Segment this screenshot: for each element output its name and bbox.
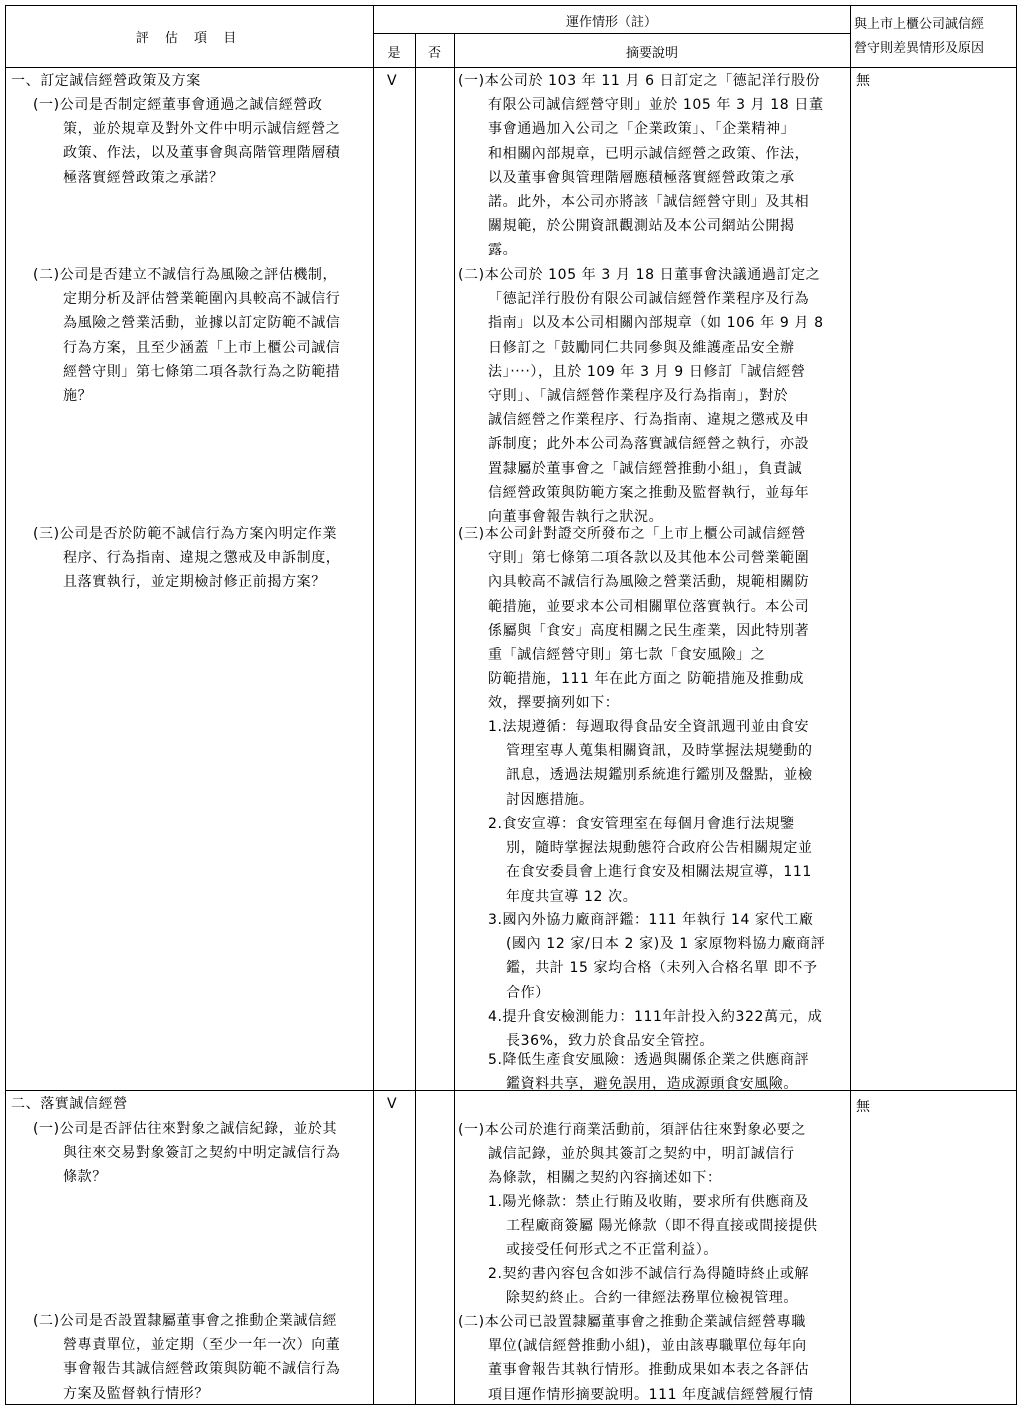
item-line: 鑑，共計 15 家均合格（未列入合格名單 即不予 xyxy=(506,960,818,977)
a-line: 內具較高不誠信行為風險之營業活動，規範相關防 xyxy=(488,574,810,591)
q-line: 政策、作法，以及董事會與高階管理階層積 xyxy=(63,145,341,162)
header-summary: 摘要說明 xyxy=(625,46,678,61)
a-line: (二)本公司於 105 年 3 月 18 日董事會決議通過訂定之 xyxy=(458,267,821,283)
header-no: 否 xyxy=(427,46,441,61)
section2-yes-mark: V xyxy=(387,1096,398,1112)
item-line: 1.陽光條款：禁止行賄及收賄，要求所有供應商及 xyxy=(488,1194,810,1210)
q-line: 經營守則」第七條第二項各款行為之防範措 xyxy=(63,363,341,380)
item-line: (國內 12 家/日本 2 家)及 1 家原物料協力廠商評 xyxy=(506,936,826,953)
a-line: (三)本公司針對證交所發布之「上市上櫃公司誠信經營 xyxy=(458,526,806,542)
header-diff xyxy=(854,13,984,61)
section1-answer-1 xyxy=(458,69,824,263)
a-line: 事會通過加入公司之「企業政策」、「企業精神」 xyxy=(488,121,796,138)
item-line: 工程廠商簽屬 陽光條款（即不得直接或間接提供 xyxy=(506,1218,818,1235)
a-line: 「德記洋行股份有限公司誠信經營作業程序及行為 xyxy=(488,291,810,308)
col-divider-3 xyxy=(454,33,455,1405)
col-divider-2 xyxy=(415,33,416,1405)
a-line: 訴制度；此外本公司為落實誠信經營之執行，亦設 xyxy=(488,436,810,453)
q-line: 施？ xyxy=(63,387,93,404)
q-line: 且落實執行，並定期檢討修正前揭方案？ xyxy=(63,574,326,591)
a-line: 向董事會報告執行之狀況。 xyxy=(488,508,664,525)
a-line: 守則」第七條第二項各款以及其他本公司營業範圍 xyxy=(488,550,810,567)
item-line: 除契約終止。合約一律經法務單位檢視管理。 xyxy=(506,1290,798,1307)
section1-answer-2 xyxy=(458,263,824,529)
section1-answer-3 xyxy=(458,522,809,716)
q-line: 行為方案，且至少涵蓋「上市上櫃公司誠信 xyxy=(63,339,341,356)
item-line: 年度共宣導 12 次。 xyxy=(506,888,638,905)
a-line: (一)本公司於進行商業活動前，須評估往來對象必要之 xyxy=(458,1122,806,1138)
item-line: 鑑資料共享，避免誤用，造成源頭食安風險。 xyxy=(506,1076,798,1093)
a-line: 單位(誠信經營推動小組)，並由該專職單位每年向 xyxy=(488,1338,807,1355)
header-operation: 運作情形（註） xyxy=(565,15,657,30)
a-line: 諾。此外，本公司亦將該「誠信經營守則」及其相 xyxy=(488,193,810,210)
item-line: 2.契約書內容包含如涉不誠信行為得隨時終止或解 xyxy=(488,1266,810,1282)
q-line: 為風險之營業活動，並據以訂定防範不誠信 xyxy=(63,315,341,332)
a-line: 效，擇要摘列如下： xyxy=(488,695,620,712)
a-line: 為條款，相關之契約內容摘述如下： xyxy=(488,1170,722,1187)
header-eval: 評 估 項 目 xyxy=(135,31,243,46)
a-line: 有限公司誠信經營守則」並於 105 年 3 月 18 日董 xyxy=(488,97,824,114)
item-line: 或接受任何形式之不正當利益）。 xyxy=(506,1242,718,1259)
section2-question-1 xyxy=(33,1117,340,1190)
section2-diff: 無 xyxy=(856,1099,871,1115)
q-line: 程序、行為指南、違規之懲戒及申訴制度， xyxy=(63,550,341,567)
item-line: 5.降低生產食安風險：透過與關係企業之供應商評 xyxy=(488,1052,810,1068)
a-line: 範措施，並要求本公司相關單位落實執行。本公司 xyxy=(488,598,810,615)
item-line: 長36%，致力於食品安全管控。 xyxy=(506,1033,715,1050)
a-line: (二)本公司已設置隸屬董事會之推動企業誠信經營專職 xyxy=(458,1314,806,1330)
q-line: 與往來交易對象簽訂之契約中明定誠信行為 xyxy=(63,1145,341,1162)
q-line: (一)公司是否評估往來對象之誠信紀錄，並於其 xyxy=(33,1121,338,1137)
header-diff-line-1: 與上市上櫃公司誠信經 xyxy=(854,17,985,32)
section1-question-2 xyxy=(33,263,340,408)
col-divider-4 xyxy=(850,5,851,1405)
item-line: 別，隨時掌握法規動態符合政府公告相關規定並 xyxy=(506,840,813,857)
a-line: 防範措施，111 年在此方面之 防範措施及推動成 xyxy=(488,671,805,688)
section2-item-1 xyxy=(488,1190,818,1263)
a-line: (一)本公司於 103 年 11 月 6 日訂定之「德記洋行股份 xyxy=(458,73,821,89)
a-line: 信經營政策與防範方案之推動及監督執行，並每年 xyxy=(488,484,810,501)
a-line: 指南」以及本公司相關內部規章（如 106 年 9 月 8 xyxy=(488,315,824,332)
header-divider xyxy=(373,33,850,34)
col-divider-1 xyxy=(373,5,374,1405)
a-line: 項目運作情形摘要說明。111 年度誠信經營履行情 xyxy=(488,1386,814,1403)
section1-question-1 xyxy=(33,93,340,190)
item-line: 管理室專人蒐集相關資訊，及時掌握法規變動的 xyxy=(506,743,813,760)
section2-item-2 xyxy=(488,1262,809,1310)
item-line: 在食安委員會上進行食安及相關法規宣導，111 xyxy=(506,864,812,881)
a-line: 法」‧‧‧‧），且於 109 年 3 月 9 日修訂「誠信經營 xyxy=(488,363,806,380)
item-line: 討因應措施。 xyxy=(506,791,594,808)
a-line: 以及董事會與管理階層應積極落實經營政策之承 xyxy=(488,169,795,186)
q-line: 方案及監督執行情形？ xyxy=(63,1385,209,1402)
item-line: 1.法規遵循：每週取得食品安全資訊週刊並由食安 xyxy=(488,719,810,735)
section1-diff: 無 xyxy=(856,73,871,89)
section2-title: 二、落實誠信經營 xyxy=(11,1096,128,1112)
section2-question-2 xyxy=(33,1309,340,1406)
q-line: 事會報告其誠信經營政策與防範不誠信行為 xyxy=(63,1361,341,1378)
a-line: 董事會報告其執行情形。推動成果如本表之各評估 xyxy=(488,1362,810,1379)
item-line: 2.食安宣導：食安管理室在每個月會進行法規鑒 xyxy=(488,816,795,832)
a-line: 置隸屬於董事會之「誠信經營推動小組」，負責誠 xyxy=(488,460,803,477)
a-line: 誠信經營之作業程序、行為指南、違規之懲戒及申 xyxy=(488,412,810,429)
table-border-right xyxy=(1016,5,1017,1405)
table-border-left xyxy=(5,5,6,1405)
section1-question-3 xyxy=(33,522,340,595)
a-line: 和相關內部規章，已明示誠信經營之政策、作法， xyxy=(488,145,810,162)
header-bottom-line xyxy=(5,67,1017,68)
q-line: 營專責單位，並定期（至少一年一次）向董 xyxy=(63,1337,341,1354)
a-line: 守則」、「誠信經營作業程序及行為指南」，對於 xyxy=(488,387,789,404)
header-yes: 是 xyxy=(387,46,401,61)
table-border-top xyxy=(5,5,1017,6)
item-line: 訊息，透過法規鑑別系統進行鑑別及盤點，並檢 xyxy=(506,767,813,784)
item-line: 3.國內外協力廠商評鑑：111 年執行 14 家代工廠 xyxy=(488,912,814,928)
item-line: 合作） xyxy=(506,984,550,1001)
item-line: 4.提升食安檢測能力：111年計投入約322萬元，成 xyxy=(488,1009,823,1025)
a-line: 關規範，於公開資訊觀測站及本公司網站公開揭 xyxy=(488,218,795,235)
section2-answer-1 xyxy=(458,1118,806,1191)
section1-item-4 xyxy=(488,1005,822,1053)
section1-item-2 xyxy=(488,812,813,909)
section1-title: 一、訂定誠信經營政策及方案 xyxy=(11,73,201,89)
section1-item-1 xyxy=(488,715,813,812)
q-line: 策，並於規章及對外文件中明示誠信經營之 xyxy=(63,121,341,138)
q-line: 條款？ xyxy=(63,1169,107,1186)
section1-item-5 xyxy=(488,1048,809,1096)
a-line: 重「誠信經營守則」第七款「食安風險」之 xyxy=(488,646,766,663)
a-line: 日修訂之「鼓勵同仁共同參與及維護產品安全辦 xyxy=(488,339,795,356)
section1-item-3 xyxy=(488,908,825,1005)
q-line: (三)公司是否於防範不誠信行為方案內明定作業 xyxy=(33,526,338,542)
q-line: (一)公司是否制定經董事會通過之誠信經營政 xyxy=(33,97,323,113)
section2-answer-2 xyxy=(458,1310,814,1407)
section1-yes-mark: V xyxy=(387,73,398,89)
q-line: (二)公司是否建立不誠信行為風險之評估機制， xyxy=(33,267,338,283)
q-line: 極落實經營政策之承諾？ xyxy=(63,169,224,186)
header-diff-line-2: 營守則差異情形及原因 xyxy=(854,41,985,56)
integrity-table xyxy=(5,5,1017,1405)
q-line: (二)公司是否設置隸屬董事會之推動企業誠信經 xyxy=(33,1313,338,1329)
a-line: 係屬與「食安」高度相關之民生產業，因此特別著 xyxy=(488,622,810,639)
a-line: 露。 xyxy=(488,242,518,259)
a-line: 誠信記錄，並於與其簽訂之契約中，明訂誠信行 xyxy=(488,1146,795,1163)
q-line: 定期分析及評估營業範圍內具較高不誠信行 xyxy=(63,291,341,308)
